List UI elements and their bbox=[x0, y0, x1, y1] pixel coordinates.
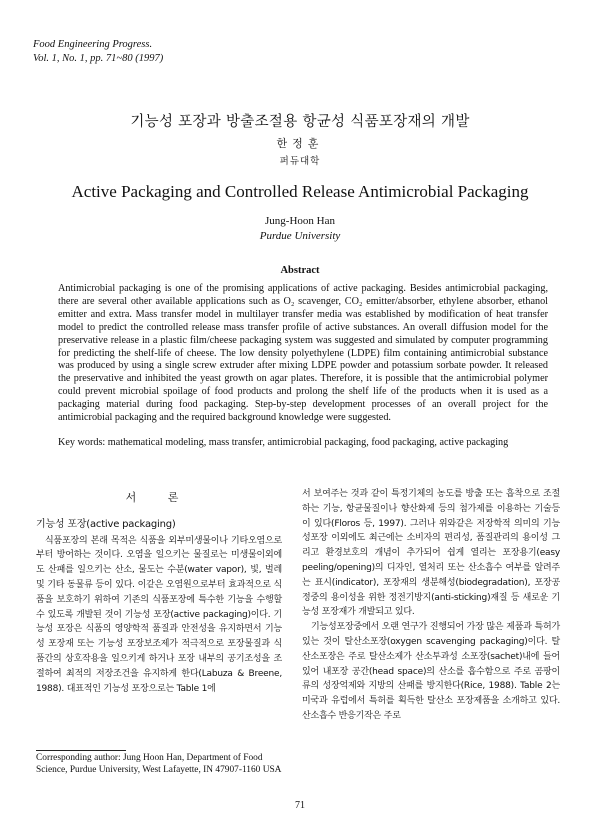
paragraph: 서 보여주는 것과 같이 특정기체의 농도를 방출 또는 흡착으로 조절하는 기능, 항균물질이나 향산화제 등의 첨가제를 이용하는 기술등이 있다(Floros 등, 1997). 그러나 위와같은 저장학적 의미의 기능성포장 이외에도 최근에는 소비자의 편리성, 품질관리의 용이성 그리고 환경보호의 개념이 추가되어 쉽게 열리는 포장용기(easy peeling/opening)의 디자인, 열처리 또는 산소흡수 여부를 알려주는 표시(indicator), 포장재의 생분해성(biodegradation), 포장공정중의 용이성을 위한 정전기방지(anti-sticking)재질 등 새로운 기능성 포장재가 개발되고 있다. bbox=[302, 489, 560, 618]
english-title: Active Packaging and Controlled Release Antimicrobial Packaging bbox=[71, 182, 529, 201]
korean-title: 기능성 포장과 방출조절용 항균성 식품포장재의 개발 bbox=[130, 114, 470, 130]
paragraph: 식품포장의 본래 목적은 식품을 외부미생물이나 기타오염으로부터 방어하는 것이다. 오염을 일으키는 물질로는 미생물이외에도 산패를 일으키는 산소, 물도는 수분(water vapor), 빛, 벌레 및 기타 동물류 등이 있다. 이같은 오염원으로부터 효과적으로 식품을 보호하기 위하여 기존의 식품포장에 특수한 기능을 수행할수 있도록 개발된 것이 기능성 포장(active packaging)이다. 기능성 포장은 식품의 영양학적 품질과 안전성을 유지하면서 기능성 포장재 또는 기능성 포장보조제가 적극적으로 포장물질과 식품간의 상호작용을 일으키게 하거나 포장 내부의 공기조성을 조절하여 최적의 저장조건을 유지하게 한다(Labuza & Breene, 1988). 대표적인 기능성 포장으로는 Table 1에 bbox=[36, 535, 282, 694]
english-affiliation: Purdue University bbox=[259, 230, 341, 242]
korean-affiliation: 퍼듀대학 bbox=[279, 156, 321, 167]
page-number: 71 bbox=[295, 800, 305, 811]
corresponding-author-footnote: Corresponding author: Jung Hoon Han, Department of Food Science, Purdue University, West Lafayette, IN 47907-1160 USA bbox=[36, 753, 282, 775]
left-column bbox=[36, 490, 282, 696]
english-author: Jung-Hoon Han bbox=[265, 215, 335, 227]
journal-citation bbox=[33, 38, 163, 65]
abstract-text: Antimicrobial packaging is one of the promising applications of active packaging. Besides antimicrobial packaging, there are several other available applications such as O₂ scavenger, CO₂ emitter/absorber, ethylene absorber, ethanol emitter and extra. Mass transfer model in multilayer transfer media was established by modification of heat transfer model to predict the controlled release mass transfer profile of active substances. An overall diffusion model for the preservative release in a plastic film/cheese packaging system was suggested and simulated by computer programming for predicting the shelf-life of cheese. The low density polyethylene (LDPE) film containing antimicrobial substance was produced by using a single screw extruder after mixing LDPE powder and potassium sorbate powder. It released the preservative and inhibited the yeast growth on agar plates. Therefore, it is possible that the antimicrobial polymer could prevent microbial spoilage of food products and prolong the shelf life of the products when it is used as a packaging material during food packaging. Step-by-step development processes of an overall project for the antimicrobial packaging and the required background knowledge were suggested. bbox=[58, 283, 548, 424]
section-heading-introduction: 서 론 bbox=[125, 491, 193, 504]
subsection-heading: 기능성 포장(active packaging) bbox=[36, 518, 176, 530]
right-column bbox=[302, 487, 560, 724]
footnote-divider bbox=[36, 750, 126, 751]
abstract-heading: Abstract bbox=[280, 265, 320, 276]
keywords: Key words: mathematical modeling, mass transfer, antimicrobial packaging, food packaging, active packaging bbox=[58, 437, 509, 448]
korean-author: 한정훈 bbox=[276, 137, 324, 150]
paragraph: 기능성포장중에서 오랜 연구가 진행되어 가장 많은 제품과 특허가 있는 것이 탈산소포장(oxygen scavenging packaging)이다. 탈산소포장은 주로 탈산소제가 산소투과성 소포장(sachet)내에 들어있어 내포장 공간(head space)의 산소를 흡수함으로 주로 곰팡이류의 성장억제와 지방의 산패를 방지한다(Rice, 1988). Table 2는 미국과 유럽에서 특허를 획득한 탈산소 포장제품을 소개하고 있다. 산소흡수 반응기작은 주로 bbox=[302, 622, 560, 721]
journal-volume: Vol. 1, No. 1, pp. 71~80 (1997) bbox=[33, 52, 164, 64]
journal-name: Food Engineering Progress. bbox=[33, 39, 153, 50]
